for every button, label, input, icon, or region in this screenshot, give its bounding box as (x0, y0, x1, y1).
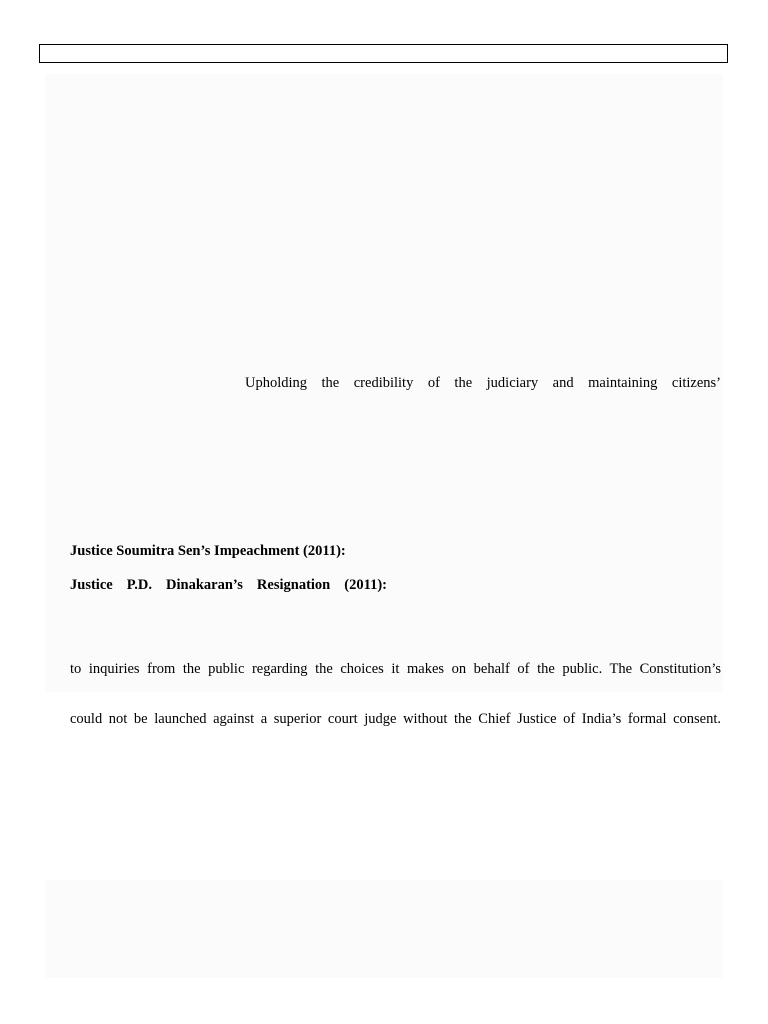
paragraph-fragment-credibility: Upholding the credibility of the judiciary and maintaining citizens’ (245, 375, 721, 391)
paragraph-line-inquiries: to inquiries from the public regarding the choices it makes on behalf of the public. The Constitution’s (70, 661, 721, 677)
heading-soumitra-sen: Justice Soumitra Sen’s Impeachment (2011): (70, 543, 346, 559)
paragraph-line-consent: could not be launched against a superior court judge without the Chief Justice of India’s formal consent. (70, 711, 721, 727)
heading-dinakaran: Justice P.D. Dinakaran’s Resignation (2011): (70, 577, 387, 593)
page-header-box (39, 44, 728, 63)
page-bottom-area (45, 880, 723, 978)
